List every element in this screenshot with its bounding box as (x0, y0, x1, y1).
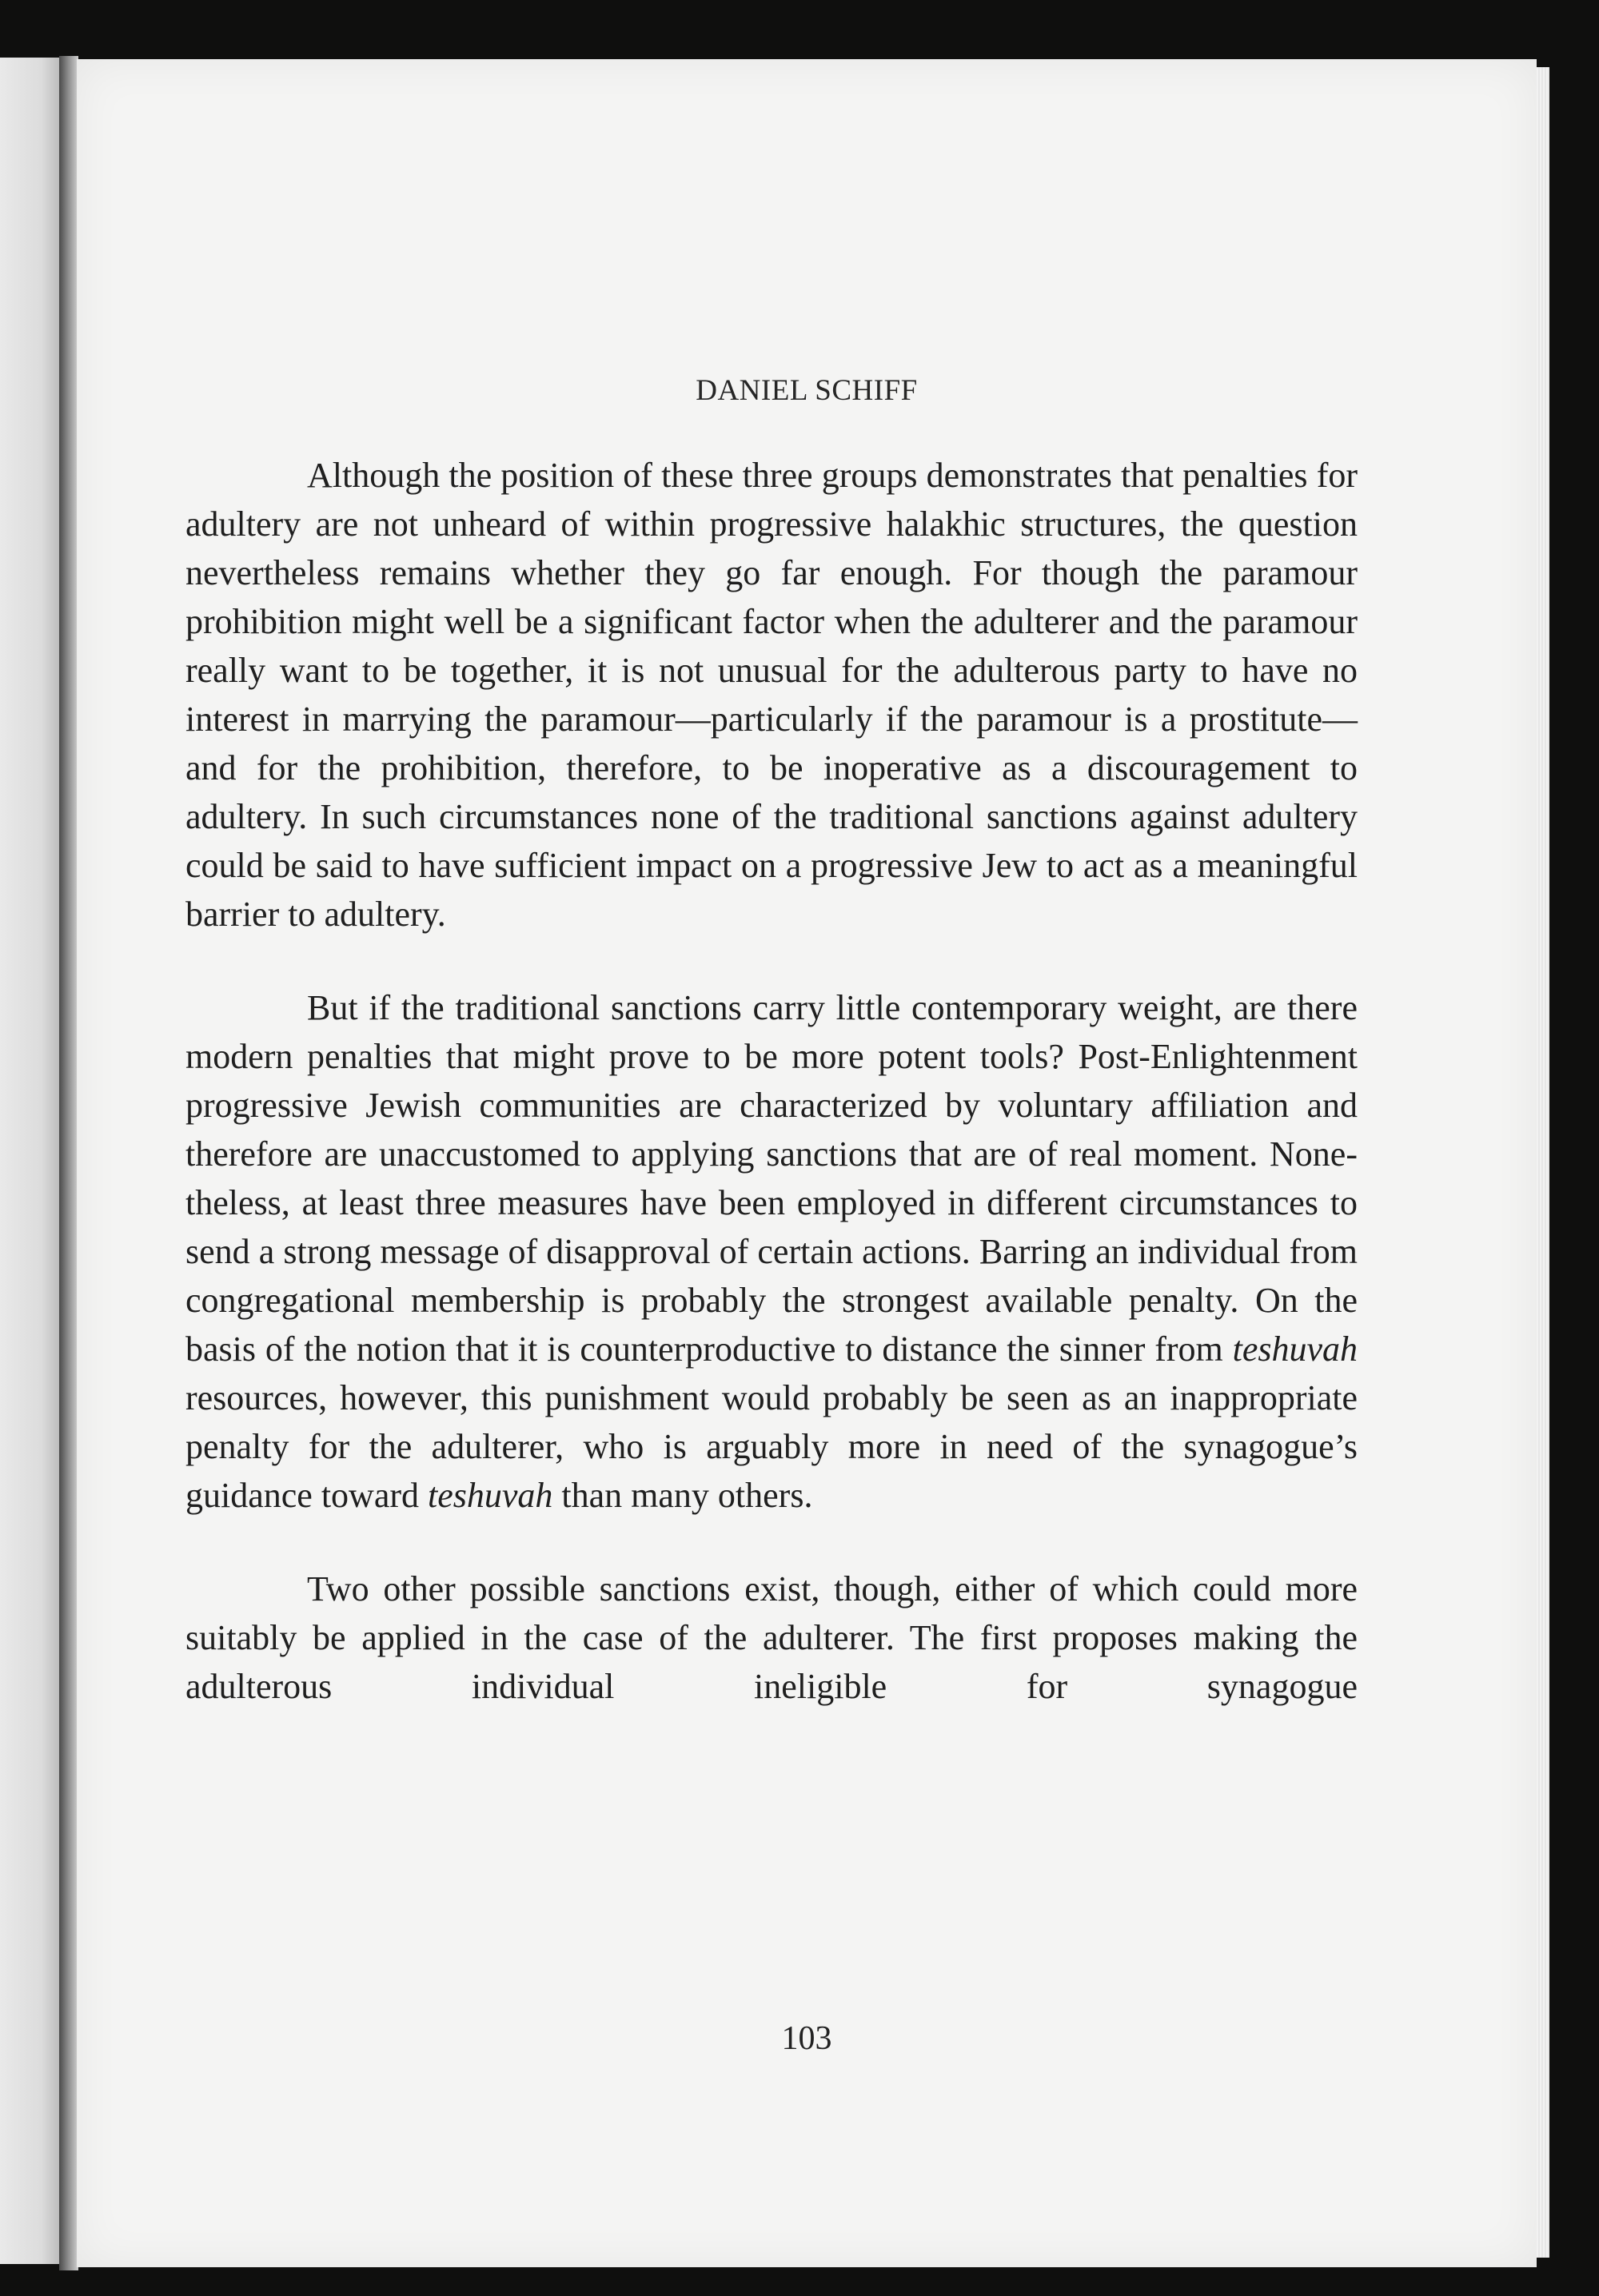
text-run: resources, however, this punishment would probably be seen as an inappropriate penalty for the adulterer, who is arguably more in need of the synagogue’s guidance toward (185, 1378, 1358, 1515)
book-page (77, 59, 1537, 2267)
running-header: DANIEL SCHIFF (696, 374, 918, 407)
italic-term: teshuvah (428, 1476, 553, 1515)
paragraph (185, 1565, 1358, 1711)
body-text (185, 451, 1358, 1711)
paragraph (185, 451, 1358, 939)
italic-term: teshuvah (1232, 1329, 1358, 1369)
facing-page-edge (0, 58, 59, 2264)
text-run: Two other possible sanctions exist, though, either of which could more suitably be applied in the case of the adulterer. The first proposes making the adulterous individual ineligible for synagogue (185, 1569, 1358, 1706)
book-gutter (59, 56, 78, 2270)
text-run: But if the traditional sanctions carry little contemporary weight, are there modern penalties that might prove to be more potent tools? Post-Enlightenment progressive Jewish communities are characterized by voluntary affiliation and therefore are unaccustomed to applying sanctions that are of real moment. None-theless, at least three measures have been employed in different circumstances to send a strong message of disapproval of certain actions. Barring an individual from congregational membership is probably the strongest available penalty. On the basis of the notion that it is counterproductive to distance the sinner from (185, 988, 1358, 1369)
paragraph (185, 983, 1358, 1520)
page-number: 103 (781, 2020, 832, 2057)
text-run: Although the position of these three groups demonstrates that penalties for adultery are not unheard of within progressive halakhic structures, the question nevertheless remains whether they go far enough. For though the paramour prohibition might well be a significant factor when the adulterer and the paramour really want to be together, it is not unusual for the adulterous party to have no interest in marrying the paramour—particularly if the paramour is a prostitute—and for the prohibition, therefore, to be inoperative as a discouragement to adultery. In such circumstances none of the traditional sanctions against adultery could be said to have sufficient impact on a progressive Jew to act as a meaningful barrier to adultery. (185, 456, 1358, 934)
text-run: than many others. (552, 1476, 813, 1515)
